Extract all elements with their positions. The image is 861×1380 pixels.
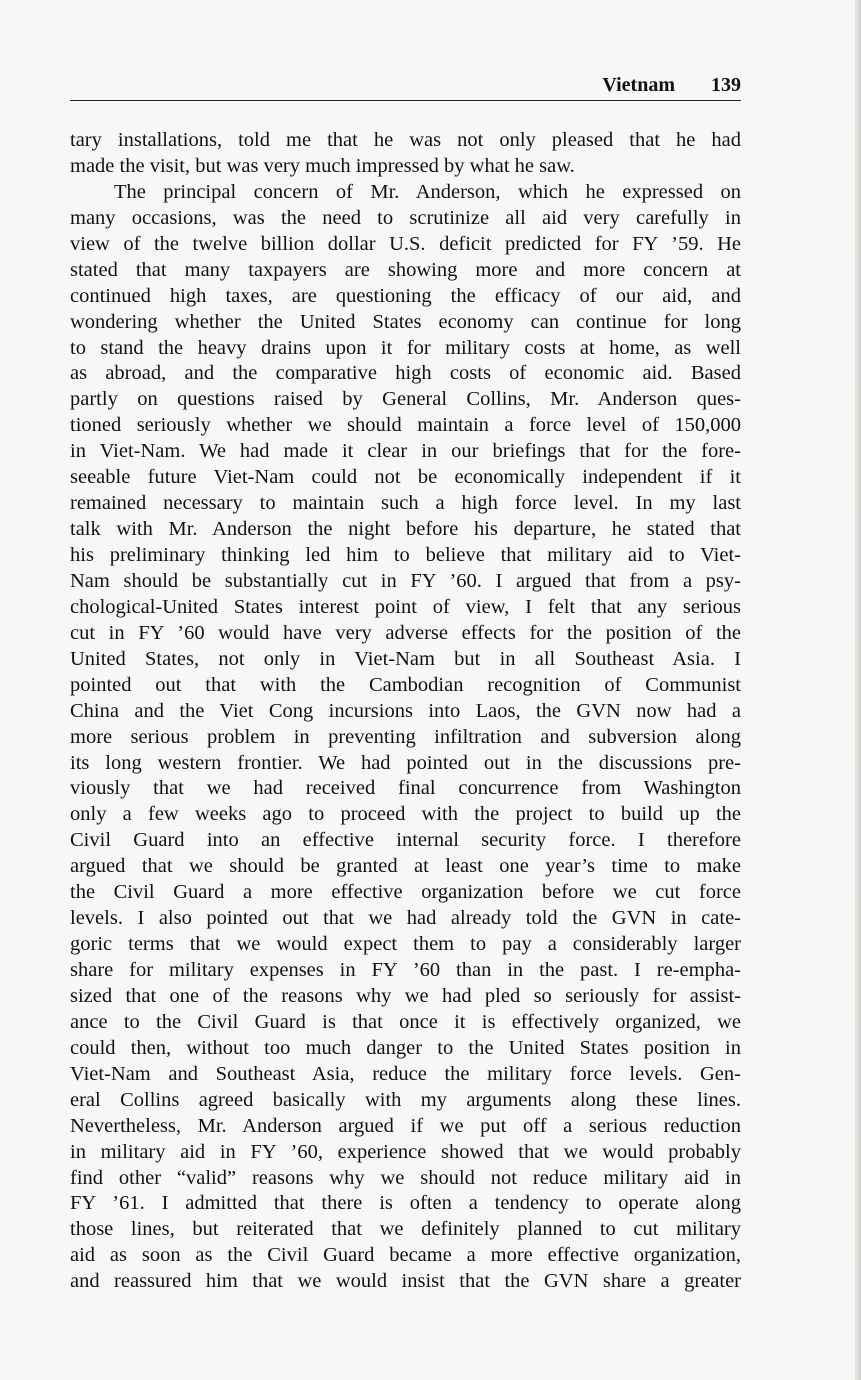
text-line: its long western frontier. We had pointed out in the discussions pre- [70, 751, 741, 774]
text-line: levels. I also pointed out that we had already told the GVN in cate- [70, 907, 741, 930]
text-line: viously that we had received final concurrence from Washington [70, 777, 741, 800]
text-line: partly on questions raised by General Collins, Mr. Anderson ques- [70, 388, 741, 411]
text-line: stated that many taxpayers are showing more and more concern at [70, 258, 741, 281]
text-line: continued high taxes, are questioning the efficacy of our aid, and [70, 284, 741, 307]
text-line: United States, not only in Viet-Nam but in all Southeast Asia. I [70, 647, 741, 670]
text-line: Civil Guard into an effective internal security force. I therefore [70, 829, 741, 852]
text-line: made the visit, but was very much impressed by what he saw. [70, 154, 575, 177]
text-line: cut in FY ’60 would have very adverse effects for the position of the [70, 621, 741, 644]
text-line: eral Collins agreed basically with my arguments along these lines. [70, 1088, 741, 1111]
text-line: argued that we should be granted at least one year’s time to make [70, 855, 741, 878]
text-line: view of the twelve billion dollar U.S. deficit predicted for FY ’59. He [70, 232, 741, 255]
text-line: seeable future Viet-Nam could not be economically independent if it [70, 466, 741, 489]
text-line: Nam should be substantially cut in FY ’60. I argued that from a psy- [70, 569, 741, 592]
text-line: share for military expenses in FY ’60 than in the past. I re-empha- [70, 959, 741, 981]
text-line: those lines, but reiterated that we definitely planned to cut military [70, 1218, 741, 1241]
text-line: remained necessary to maintain such a high force level. In my last [70, 492, 741, 515]
text-line: China and the Viet Cong incursions into Laos, the GVN now had a [70, 699, 741, 722]
text-line: wondering whether the United States economy can continue for long [70, 310, 741, 333]
text-line: his preliminary thinking led him to believe that military aid to Viet- [70, 544, 741, 566]
text-line: ance to the Civil Guard is that once it is effectively organized, we [70, 1010, 741, 1033]
text-line: FY ’61. I admitted that there is often a tendency to operate along [70, 1192, 741, 1215]
text-line: Viet-Nam and Southeast Asia, reduce the military force levels. Gen- [70, 1062, 741, 1085]
text-line: could then, without too much danger to the United States position in [70, 1036, 741, 1059]
text-line: and reassured him that we would insist that the GVN share a greater [70, 1270, 741, 1293]
text-line: many occasions, was the need to scrutinize all aid very carefully in [70, 206, 741, 229]
text-line: find other “valid” reasons why we should not reduce military aid in [70, 1166, 741, 1189]
text-line: in Viet-Nam. We had made it clear in our briefings that for the fore- [70, 440, 741, 463]
text-line: in military aid in FY ’60, experience showed that we would probably [70, 1140, 741, 1163]
text-line: more serious problem in preventing infiltration and subversion along [70, 725, 741, 748]
text-line: The principal concern of Mr. Anderson, which he expressed on [114, 180, 741, 203]
running-header [70, 74, 741, 100]
text-line: sized that one of the reasons why we had pled so seriously for assist- [70, 984, 741, 1007]
text-line: tary installations, told me that he was not only pleased that he had [70, 129, 741, 151]
header-rule [70, 100, 741, 101]
running-title: Vietnam [602, 74, 675, 96]
text-line: Nevertheless, Mr. Anderson argued if we put off a serious reduction [70, 1114, 741, 1137]
text-line: only a few weeks ago to proceed with the project to build up the [70, 803, 741, 826]
page-edge [855, 0, 861, 1380]
page-number: 139 [711, 74, 741, 96]
text-line: goric terms that we would expect them to pay a considerably larger [70, 933, 741, 956]
text-line: chological-United States interest point of view, I felt that any serious [70, 595, 741, 618]
text-line: aid as soon as the Civil Guard became a more effective organization, [70, 1244, 741, 1267]
text-line: talk with Mr. Anderson the night before his departure, he stated that [70, 518, 741, 541]
text-line: tioned seriously whether we should maintain a force level of 150,000 [70, 414, 741, 437]
text-line: the Civil Guard a more effective organization before we cut force [70, 881, 741, 904]
text-line: as abroad, and the comparative high costs of economic aid. Based [70, 362, 741, 385]
text-line: pointed out that with the Cambodian recognition of Communist [70, 673, 741, 696]
text-line: to stand the heavy drains upon it for military costs at home, as well [70, 336, 741, 359]
body-text [70, 128, 741, 1295]
